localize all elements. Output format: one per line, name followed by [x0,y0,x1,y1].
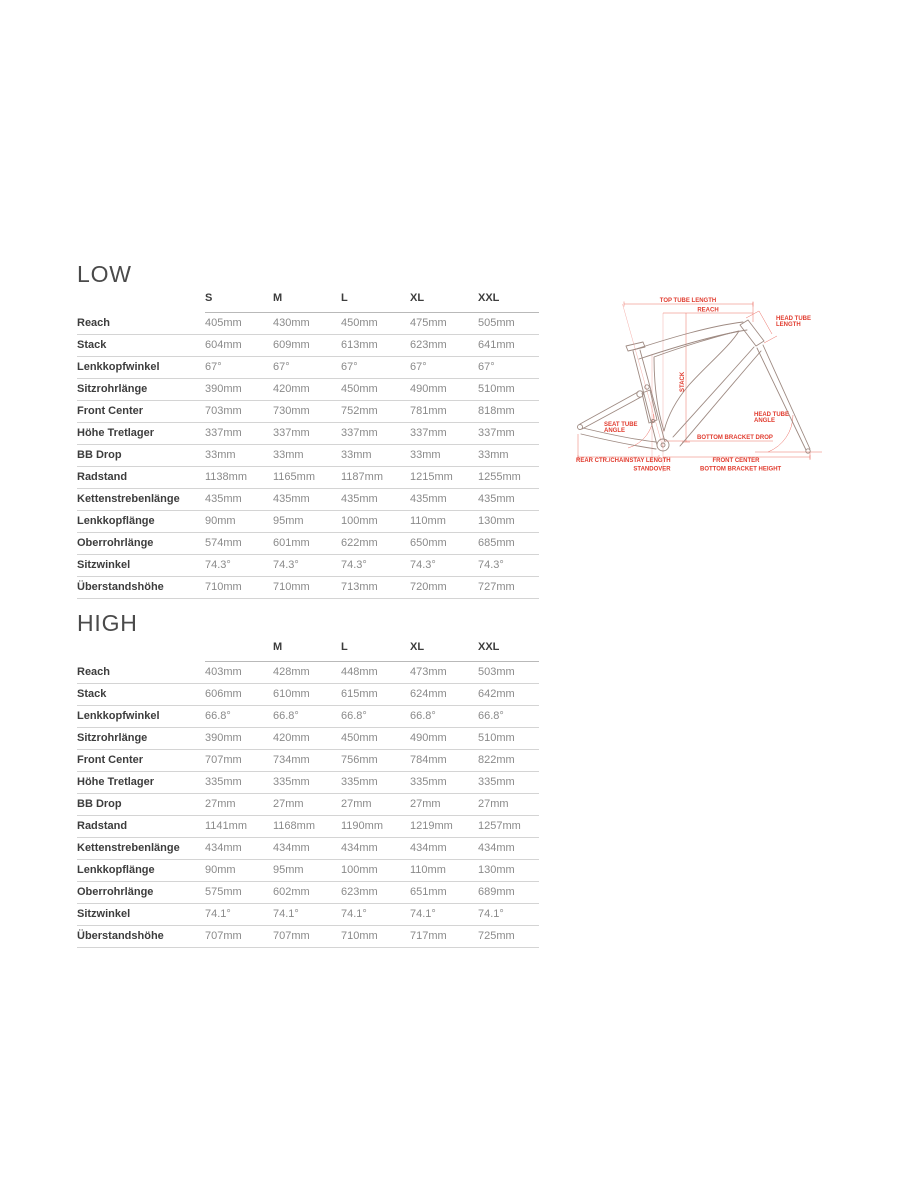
table-row [77,489,539,511]
cell-value: 685mm [478,533,539,555]
cell-value: 66.8° [478,706,539,728]
cell-value: 430mm [273,313,341,335]
cell-value: 623mm [341,882,410,904]
cell-value: 130mm [478,511,539,533]
table-row [77,816,539,838]
row-label: Überstandshöhe [77,926,205,948]
column-header: L [341,639,410,662]
row-label: Radstand [77,467,205,489]
table-row [77,772,539,794]
cell-value: 1187mm [341,467,410,489]
cell-value: 90mm [205,860,273,882]
cell-value: 337mm [478,423,539,445]
cell-value: 448mm [341,662,410,684]
table-row [77,838,539,860]
cell-value: 717mm [410,926,478,948]
cell-value: 574mm [205,533,273,555]
cell-value: 734mm [273,750,341,772]
cell-value: 1165mm [273,467,341,489]
cell-value: 66.8° [341,706,410,728]
column-header: XL [410,639,478,662]
cell-value: 390mm [205,379,273,401]
cell-value: 609mm [273,335,341,357]
cell-value: 641mm [478,335,539,357]
cell-value: 66.8° [205,706,273,728]
cell-value: 1255mm [478,467,539,489]
cell-value: 33mm [341,445,410,467]
section-high [77,611,539,948]
cell-value: 95mm [273,860,341,882]
cell-value: 67° [341,357,410,379]
table-title-high: HIGH [77,610,138,636]
section-low [77,262,539,599]
cell-value: 74.1° [205,904,273,926]
cell-value: 27mm [273,794,341,816]
seatpost-collar [626,342,645,351]
cell-value: 67° [205,357,273,379]
column-header: L [341,290,410,313]
front-triangle-window [654,331,739,431]
table-title-low: LOW [77,261,132,287]
cell-value: 1257mm [478,816,539,838]
cell-value: 33mm [205,445,273,467]
row-label: Höhe Tretlager [77,423,205,445]
cell-value: 27mm [478,794,539,816]
cell-value: 781mm [410,401,478,423]
label-head-tube-length-2: LENGTH [776,322,801,328]
table-row [77,926,539,948]
cell-value: 67° [478,357,539,379]
table-row [77,882,539,904]
cell-value: 74.1° [341,904,410,926]
table-row [77,335,539,357]
cell-value: 434mm [478,838,539,860]
column-header-row [77,639,539,662]
cell-value: 74.1° [410,904,478,926]
cell-value: 405mm [205,313,273,335]
row-label: BB Drop [77,794,205,816]
cell-value: 689mm [478,882,539,904]
cell-value: 434mm [205,838,273,860]
column-header: S [205,290,273,313]
front-axle [806,449,810,453]
head-tube [740,320,764,346]
cell-value: 67° [273,357,341,379]
cell-value: 1219mm [410,816,478,838]
row-label: Kettenstrebenlänge [77,838,205,860]
row-label: Lenkkopfwinkel [77,357,205,379]
cell-value: 74.1° [273,904,341,926]
cell-value: 710mm [205,577,273,599]
cell-value: 66.8° [410,706,478,728]
cell-value: 710mm [273,577,341,599]
cell-value: 33mm [410,445,478,467]
cell-value: 650mm [410,533,478,555]
cell-value: 490mm [410,379,478,401]
cell-value: 622mm [341,533,410,555]
cell-value: 434mm [410,838,478,860]
cell-value: 110mm [410,511,478,533]
cell-value: 450mm [341,728,410,750]
cell-value: 33mm [478,445,539,467]
cell-value: 337mm [341,423,410,445]
cell-value: 434mm [273,838,341,860]
cell-value: 756mm [341,750,410,772]
cell-value: 752mm [341,401,410,423]
label-top-tube-length: TOP TUBE LENGTH [659,298,717,304]
cell-value: 337mm [410,423,478,445]
cell-value: 642mm [478,684,539,706]
cell-value: 505mm [478,313,539,335]
table-row [77,445,539,467]
cell-value: 74.3° [205,555,273,577]
rear-dropout [578,425,583,430]
cell-value: 727mm [478,577,539,599]
cell-value: 720mm [410,577,478,599]
cell-value: 822mm [478,750,539,772]
table-row [77,313,539,335]
cell-value: 473mm [410,662,478,684]
column-header: M [273,290,341,313]
cell-value: 730mm [273,401,341,423]
top-tube [633,322,747,359]
table-row [77,577,539,599]
cell-value: 1190mm [341,816,410,838]
cell-value: 450mm [341,313,410,335]
cell-value: 337mm [273,423,341,445]
cell-value: 74.3° [273,555,341,577]
cell-value: 1138mm [205,467,273,489]
table-row [77,555,539,577]
row-label: Front Center [77,401,205,423]
cell-value: 602mm [273,882,341,904]
cell-value: 434mm [341,838,410,860]
row-label: Reach [77,662,205,684]
cell-value: 623mm [410,335,478,357]
table-row [77,379,539,401]
cell-value: 606mm [205,684,273,706]
cell-value: 450mm [341,379,410,401]
cell-value: 420mm [273,728,341,750]
label-rear-center: REAR CTR./CHAINSTAY LENGTH [576,458,671,464]
cell-value: 335mm [478,772,539,794]
geometry-tables-column [77,262,539,948]
cell-value: 110mm [410,860,478,882]
table-row [77,706,539,728]
table-row [77,511,539,533]
row-label: Lenkkopflänge [77,511,205,533]
cell-value: 67° [410,357,478,379]
label-head-tube-angle-2: ANGLE [754,418,775,424]
label-seat-tube-angle-1: SEAT TUBE [604,422,638,428]
cell-value: 403mm [205,662,273,684]
cell-value: 725mm [478,926,539,948]
cell-value: 27mm [341,794,410,816]
cell-value: 604mm [205,335,273,357]
cell-value: 130mm [478,860,539,882]
cell-value: 510mm [478,728,539,750]
cell-value: 1168mm [273,816,341,838]
cell-value: 390mm [205,728,273,750]
row-label: Stack [77,335,205,357]
cell-value: 335mm [273,772,341,794]
row-label: Stack [77,684,205,706]
cell-value: 503mm [478,662,539,684]
cell-value: 100mm [341,511,410,533]
cell-value: 74.3° [341,555,410,577]
table-row [77,684,539,706]
row-label: Kettenstrebenlänge [77,489,205,511]
cell-value: 707mm [273,926,341,948]
label-front-center: FRONT CENTER [712,458,760,464]
column-header-spacer [77,639,205,662]
label-stack: STACK [680,371,686,392]
cell-value: 1141mm [205,816,273,838]
cell-value: 66.8° [273,706,341,728]
cell-value: 575mm [205,882,273,904]
row-label: Sitzwinkel [77,904,205,926]
cell-value: 33mm [273,445,341,467]
label-head-tube-length-1: HEAD TUBE [776,316,812,322]
row-label: Sitzwinkel [77,555,205,577]
cell-value: 784mm [410,750,478,772]
cell-value: 100mm [341,860,410,882]
cell-value: 337mm [205,423,273,445]
cell-value: 615mm [341,684,410,706]
frame-geometry-diagram [570,294,828,479]
column-header: XXL [478,290,539,313]
column-header: XL [410,290,478,313]
label-bottom-bracket-drop: BOTTOM BRACKET DROP [697,435,773,441]
row-label: Radstand [77,816,205,838]
cell-value: 490mm [410,728,478,750]
table-row [77,860,539,882]
cell-value: 703mm [205,401,273,423]
cell-value: 818mm [478,401,539,423]
table-row [77,423,539,445]
cell-value: 27mm [410,794,478,816]
row-label: Reach [77,313,205,335]
table-row [77,728,539,750]
row-label: Sitzrohrlänge [77,728,205,750]
column-header: XXL [478,639,539,662]
label-head-tube-angle-1: HEAD TUBE [754,412,790,418]
cell-value: 613mm [341,335,410,357]
cell-value: 601mm [273,533,341,555]
cell-value: 335mm [341,772,410,794]
row-label: Oberrohrlänge [77,533,205,555]
cell-value: 475mm [410,313,478,335]
cell-value: 90mm [205,511,273,533]
row-label: Sitzrohrlänge [77,379,205,401]
label-reach: REACH [697,307,719,314]
cell-value: 420mm [273,379,341,401]
geometry-table-high [77,639,539,948]
table-row [77,467,539,489]
cell-value: 435mm [410,489,478,511]
bike-frame-diagram-svg [570,294,828,479]
cell-value: 1215mm [410,467,478,489]
label-seat-tube-angle-2: ANGLE [604,428,625,434]
cell-value: 610mm [273,684,341,706]
table-row [77,533,539,555]
dimension-labels [576,298,811,473]
column-header-row [77,290,539,313]
cell-value: 335mm [410,772,478,794]
label-standover: STANDOVER [633,466,671,473]
table-row [77,794,539,816]
cell-value: 713mm [341,577,410,599]
cell-value: 435mm [273,489,341,511]
table-row [77,750,539,772]
cell-value: 27mm [205,794,273,816]
table-row [77,357,539,379]
cell-value: 435mm [478,489,539,511]
column-header: M [273,639,341,662]
cell-value: 624mm [410,684,478,706]
row-label: Lenkkopfwinkel [77,706,205,728]
row-label: Oberrohrlänge [77,882,205,904]
cell-value: 95mm [273,511,341,533]
geometry-table-low [77,290,539,599]
cell-value: 435mm [205,489,273,511]
row-label: Lenkkopflänge [77,860,205,882]
row-label: BB Drop [77,445,205,467]
table-row [77,904,539,926]
cell-value: 428mm [273,662,341,684]
cell-value: 707mm [205,926,273,948]
column-header-spacer [77,290,205,313]
row-label: Überstandshöhe [77,577,205,599]
column-header [205,639,273,662]
cell-value: 335mm [205,772,273,794]
cell-value: 710mm [341,926,410,948]
cell-value: 510mm [478,379,539,401]
cell-value: 74.1° [478,904,539,926]
cell-value: 435mm [341,489,410,511]
row-label: Höhe Tretlager [77,772,205,794]
cell-value: 651mm [410,882,478,904]
row-label: Front Center [77,750,205,772]
table-row [77,401,539,423]
table-row [77,662,539,684]
rocker-pivot [645,385,649,389]
cell-value: 74.3° [410,555,478,577]
cell-value: 74.3° [478,555,539,577]
label-bottom-bracket-height: BOTTOM BRACKET HEIGHT [700,466,782,473]
cell-value: 707mm [205,750,273,772]
